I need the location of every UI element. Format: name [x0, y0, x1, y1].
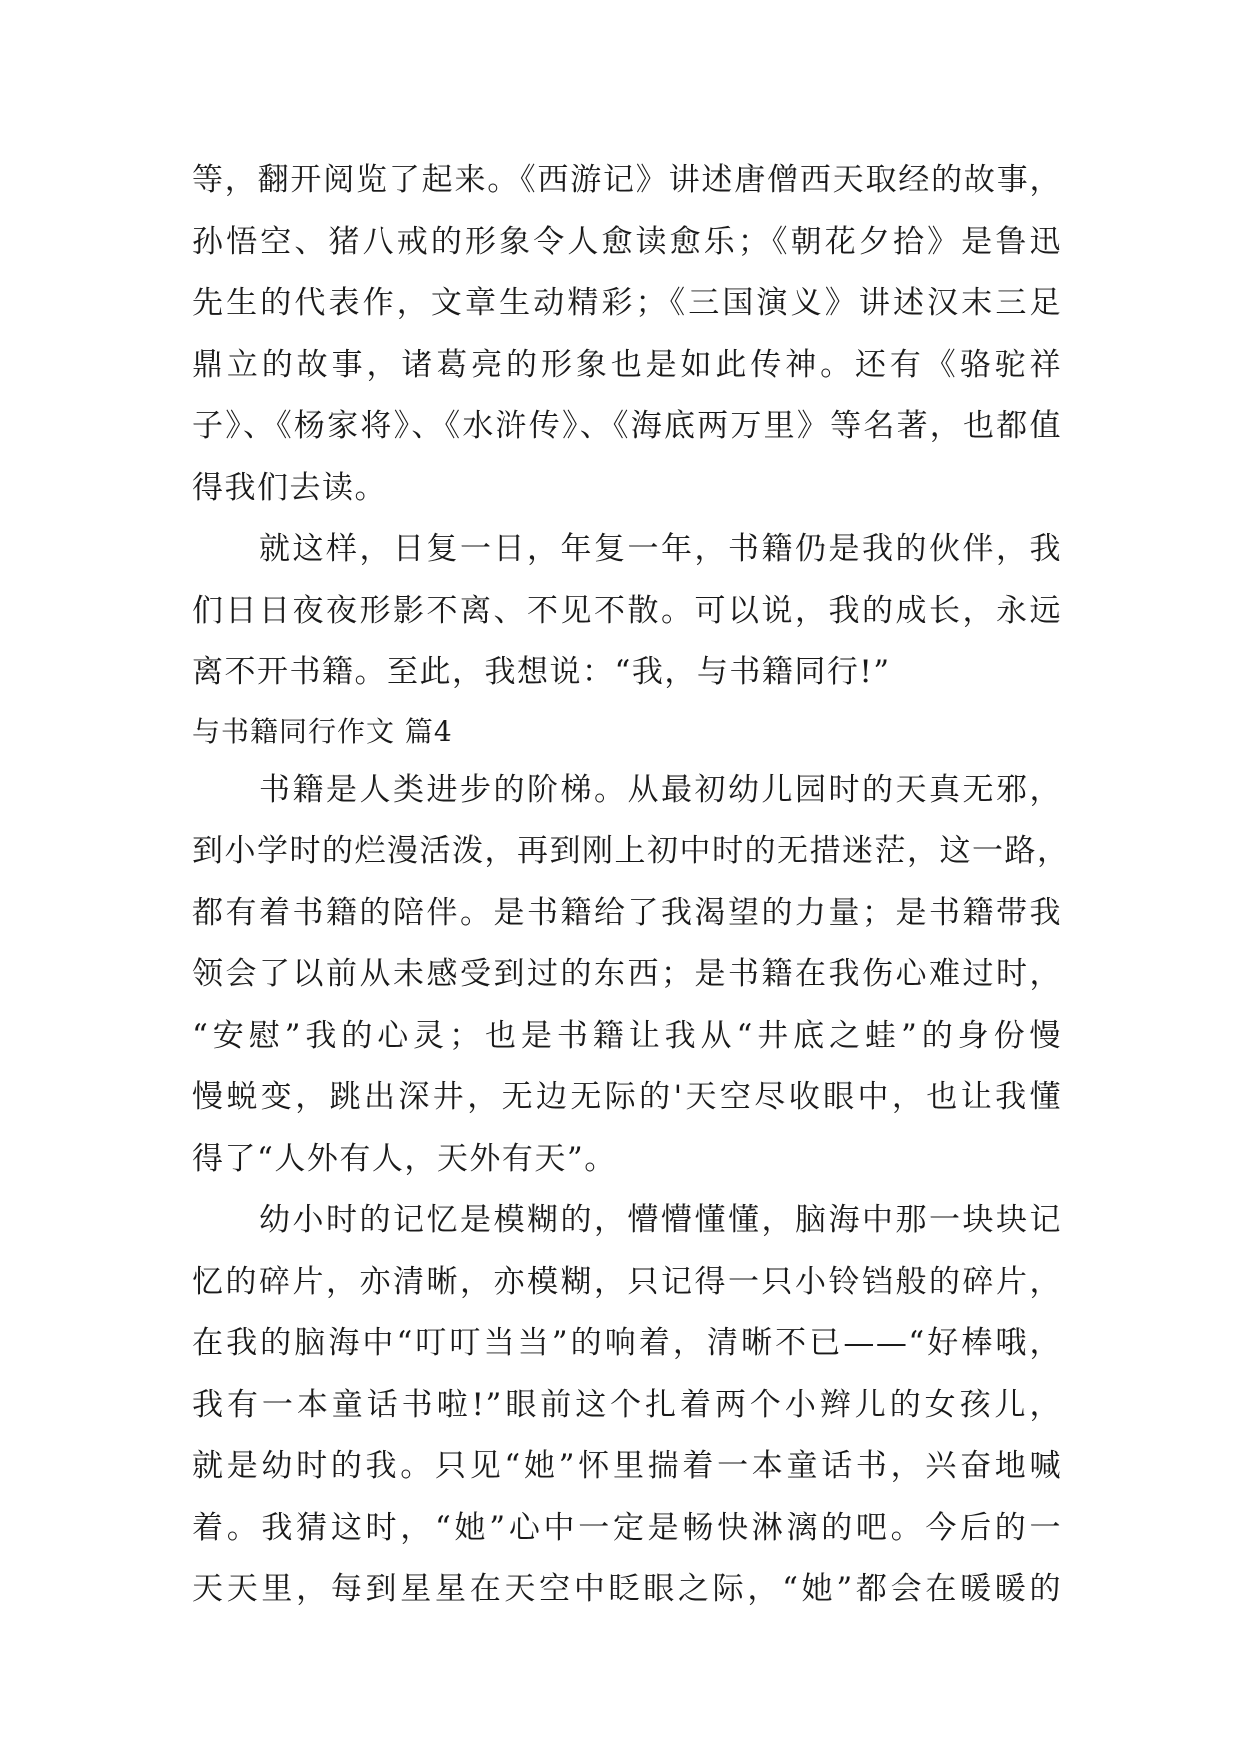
- text-line: 领会了以前从未感受到过的东西；是书籍在我伤心难过时，: [192, 956, 1062, 992]
- text-line: 离不开书籍。至此，我想说：“我，与书籍同行!”: [192, 654, 891, 690]
- text-line: 得我们去读。: [192, 469, 387, 506]
- text-line: 先生的代表作，文章生动精彩；《三国演义》讲述汉末三足: [192, 285, 1062, 321]
- text-line: 就这样，日复一日，年复一年，书籍仍是我的伙伴，我: [192, 531, 1062, 567]
- document-page: [192, 150, 1070, 1621]
- paragraph-1: [192, 150, 1062, 519]
- text-line: “安慰”我的心灵；也是书籍让我从“井底之蛙”的身份慢: [192, 1017, 1062, 1054]
- text-line: 在我的脑海中“叮叮当当”的响着，清晰不已——“好棒哦，: [192, 1325, 1062, 1361]
- text-line: 们日日夜夜形影不离、不见不散。可以说，我的成长，永远: [192, 592, 1062, 629]
- text-line: 幼小时的记忆是模糊的，懵懵懂懂，脑海中那一块块记: [192, 1202, 1062, 1238]
- text-line: 到小学时的烂漫活泼，再到刚上初中时的无措迷茫，这一路，: [192, 833, 1070, 869]
- text-line: 忆的碎片，亦清晰，亦模糊，只记得一只小铃铛般的碎片，: [192, 1263, 1062, 1300]
- paragraph-2: [192, 519, 1062, 704]
- text-line: 慢蜕变，跳出深井，无边无际的'天空尽收眼中，也让我懂: [192, 1079, 1062, 1115]
- text-line: 书籍是人类进步的阶梯。从最初幼儿园时的天真无邪，: [192, 771, 1062, 808]
- paragraph-4: [192, 1190, 1062, 1621]
- text-line: 天天里，每到星星在天空中眨眼之际，“她”都会在暖暖的: [192, 1571, 1062, 1607]
- section-heading: 与书籍同行作文 篇4: [192, 714, 453, 748]
- text-line: 我有一本童话书啦!”眼前这个扎着两个小辫儿的女孩儿，: [192, 1386, 1062, 1423]
- text-line: 着。我猜这时，“她”心中一定是畅快淋漓的吧。今后的一: [192, 1509, 1062, 1546]
- text-line: 等，翻开阅览了起来。《西游记》讲述唐僧西天取经的故事，: [192, 162, 1062, 198]
- text-line: 子》、《杨家将》、《水浒传》、《海底两万里》等名著，也都值: [192, 408, 1062, 444]
- text-line: 鼎立的故事，诸葛亮的形象也是如此传神。还有《骆驼祥: [192, 346, 1062, 383]
- text-line: 得了“人外有人，天外有天”。: [192, 1140, 617, 1177]
- text-line: 孙悟空、猪八戒的形象令人愈读愈乐；《朝花夕拾》是鲁迅: [192, 223, 1062, 260]
- text-line: 都有着书籍的陪伴。是书籍给了我渴望的力量；是书籍带我: [192, 894, 1062, 931]
- paragraph-3: [192, 760, 1070, 1191]
- text-line: 就是幼时的我。只见“她”怀里揣着一本童话书，兴奋地喊: [192, 1448, 1062, 1484]
